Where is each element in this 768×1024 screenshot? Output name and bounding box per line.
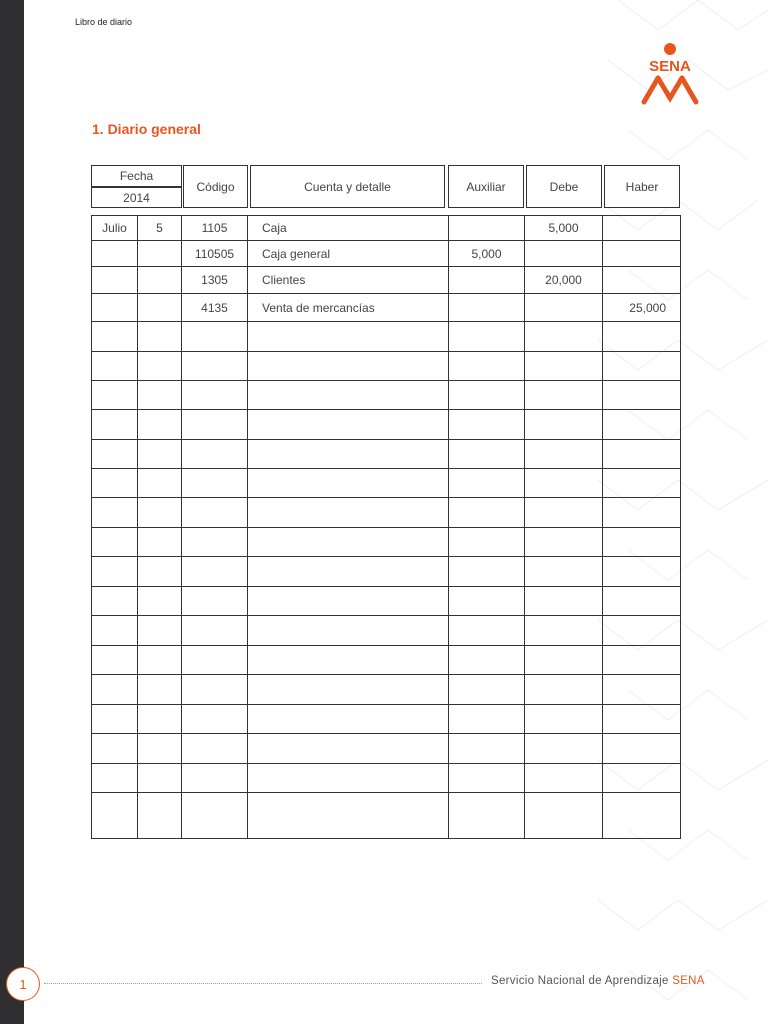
footer-divider [44, 983, 482, 984]
cell-mes [92, 675, 138, 705]
cell-haber [603, 440, 681, 469]
cell-mes: Julio [92, 216, 138, 241]
cell-haber [603, 764, 681, 793]
cell-mes [92, 557, 138, 587]
cell-cuenta [248, 322, 449, 352]
cell-debe: 5,000 [525, 216, 603, 241]
cell-dia [138, 734, 182, 764]
cell-mes [92, 294, 138, 322]
section-title: 1. Diario general [92, 121, 201, 137]
cell-debe [525, 764, 603, 793]
left-sidebar-bar [0, 0, 27, 1024]
cell-codigo [182, 322, 248, 352]
cell-mes [92, 646, 138, 675]
cell-dia [138, 557, 182, 587]
cell-auxiliar [449, 793, 525, 839]
table-row [92, 705, 681, 734]
header-haber [604, 165, 680, 208]
table-row [92, 793, 681, 839]
cell-codigo [182, 410, 248, 440]
cell-mes [92, 322, 138, 352]
cell-codigo [182, 440, 248, 469]
cell-codigo [182, 381, 248, 410]
cell-haber [603, 381, 681, 410]
header-haber-label: Haber [625, 179, 659, 194]
cell-auxiliar [449, 498, 525, 528]
cell-debe [525, 469, 603, 498]
cell-auxiliar [449, 557, 525, 587]
cell-auxiliar [449, 381, 525, 410]
cell-mes [92, 241, 138, 267]
cell-debe [525, 528, 603, 557]
cell-mes [92, 352, 138, 381]
cell-haber [603, 322, 681, 352]
table-row [92, 616, 681, 646]
cell-debe [525, 616, 603, 646]
cell-codigo [182, 675, 248, 705]
table-row [92, 528, 681, 557]
cell-codigo: 1105 [182, 216, 248, 241]
table-row [92, 557, 681, 587]
cell-auxiliar [449, 440, 525, 469]
cell-haber [603, 675, 681, 705]
sena-logo [636, 40, 704, 108]
table-row [92, 440, 681, 469]
journal-table [91, 215, 681, 839]
header-year [91, 187, 182, 208]
cell-codigo: 110505 [182, 241, 248, 267]
header-auxiliar-label: Auxiliar [466, 179, 506, 194]
cell-debe [525, 675, 603, 705]
table-row [92, 352, 681, 381]
cell-haber [603, 646, 681, 675]
cell-dia [138, 322, 182, 352]
footer-org-brand: SENA [672, 975, 705, 987]
svg-text:SENA: SENA [649, 58, 691, 75]
cell-auxiliar [449, 267, 525, 294]
cell-cuenta [248, 793, 449, 839]
table-row [92, 764, 681, 793]
cell-codigo [182, 616, 248, 646]
cell-mes [92, 381, 138, 410]
cell-mes [92, 498, 138, 528]
cell-cuenta: Caja [248, 216, 449, 241]
cell-cuenta [248, 528, 449, 557]
cell-codigo: 4135 [182, 294, 248, 322]
cell-auxiliar [449, 646, 525, 675]
cell-codigo [182, 587, 248, 616]
cell-cuenta [248, 440, 449, 469]
cell-debe [525, 241, 603, 267]
cell-haber [603, 469, 681, 498]
table-row [92, 294, 681, 322]
cell-codigo [182, 764, 248, 793]
cell-debe [525, 557, 603, 587]
cell-auxiliar [449, 294, 525, 322]
cell-haber [603, 410, 681, 440]
cell-cuenta [248, 646, 449, 675]
table-row [92, 587, 681, 616]
cell-debe [525, 410, 603, 440]
footer-org [491, 975, 705, 987]
cell-cuenta [248, 764, 449, 793]
cell-dia [138, 528, 182, 557]
header-codigo [183, 165, 248, 208]
cell-haber [603, 352, 681, 381]
cell-dia [138, 440, 182, 469]
page-number [6, 967, 40, 1001]
cell-debe [525, 352, 603, 381]
table-row [92, 734, 681, 764]
cell-haber [603, 705, 681, 734]
cell-mes [92, 764, 138, 793]
cell-haber [603, 216, 681, 241]
cell-auxiliar [449, 528, 525, 557]
cell-auxiliar [449, 352, 525, 381]
cell-debe [525, 498, 603, 528]
table-row [92, 267, 681, 294]
header-debe-label: Debe [549, 179, 579, 194]
cell-dia [138, 381, 182, 410]
cell-codigo [182, 528, 248, 557]
cell-codigo [182, 498, 248, 528]
cell-dia [138, 352, 182, 381]
cell-dia [138, 267, 182, 294]
cell-haber [603, 793, 681, 839]
cell-cuenta [248, 410, 449, 440]
cell-mes [92, 587, 138, 616]
table-row [92, 469, 681, 498]
footer-org-name: Servicio Nacional de Aprendizaje [491, 975, 669, 987]
cell-haber [603, 616, 681, 646]
cell-cuenta: Caja general [248, 241, 449, 267]
cell-mes [92, 734, 138, 764]
cell-cuenta: Venta de mercancías [248, 294, 449, 322]
cell-mes [92, 469, 138, 498]
cell-codigo [182, 557, 248, 587]
cell-codigo [182, 352, 248, 381]
table-row [92, 646, 681, 675]
cell-debe [525, 587, 603, 616]
table-row [92, 410, 681, 440]
cell-cuenta [248, 469, 449, 498]
cell-auxiliar [449, 675, 525, 705]
cell-haber: 25,000 [603, 294, 681, 322]
cell-cuenta [248, 705, 449, 734]
cell-dia [138, 469, 182, 498]
cell-cuenta [248, 587, 449, 616]
cell-dia [138, 705, 182, 734]
cell-cuenta: Clientes [248, 267, 449, 294]
table-row [92, 322, 681, 352]
document-label: Libro de diario [75, 17, 133, 27]
cell-haber [603, 734, 681, 764]
cell-codigo [182, 646, 248, 675]
cell-dia [138, 587, 182, 616]
cell-debe [525, 322, 603, 352]
cell-dia [138, 294, 182, 322]
table-row [92, 675, 681, 705]
cell-debe [525, 734, 603, 764]
cell-mes [92, 267, 138, 294]
cell-auxiliar [449, 587, 525, 616]
cell-cuenta [248, 557, 449, 587]
cell-dia [138, 764, 182, 793]
cell-mes [92, 528, 138, 557]
header-debe [526, 165, 602, 208]
cell-haber [603, 587, 681, 616]
cell-codigo [182, 734, 248, 764]
cell-cuenta [248, 498, 449, 528]
cell-auxiliar [449, 469, 525, 498]
cell-debe [525, 705, 603, 734]
cell-auxiliar [449, 764, 525, 793]
cell-debe [525, 381, 603, 410]
cell-cuenta [248, 381, 449, 410]
cell-dia [138, 675, 182, 705]
header-cuenta [250, 165, 445, 208]
cell-dia [138, 616, 182, 646]
table-row [92, 498, 681, 528]
cell-debe: 20,000 [525, 267, 603, 294]
table-row [92, 381, 681, 410]
header-fecha-label: Fecha [119, 169, 154, 183]
cell-haber [603, 528, 681, 557]
cell-dia [138, 646, 182, 675]
cell-auxiliar [449, 616, 525, 646]
cell-cuenta [248, 734, 449, 764]
cell-cuenta [248, 616, 449, 646]
cell-codigo [182, 469, 248, 498]
header-cuenta-label: Cuenta y detalle [304, 179, 391, 194]
table-row [92, 216, 681, 241]
cell-auxiliar [449, 734, 525, 764]
cell-haber [603, 498, 681, 528]
header-year-label: 2014 [123, 190, 150, 205]
cell-debe [525, 294, 603, 322]
cell-haber [603, 241, 681, 267]
cell-codigo [182, 793, 248, 839]
cell-mes [92, 793, 138, 839]
cell-auxiliar [449, 322, 525, 352]
cell-debe [525, 793, 603, 839]
cell-auxiliar [449, 410, 525, 440]
cell-dia: 5 [138, 216, 182, 241]
cell-cuenta [248, 675, 449, 705]
cell-haber [603, 557, 681, 587]
cell-debe [525, 440, 603, 469]
cell-dia [138, 793, 182, 839]
cell-debe [525, 646, 603, 675]
header-codigo-label: Código [196, 179, 235, 194]
cell-cuenta [248, 352, 449, 381]
header-auxiliar [448, 165, 524, 208]
cell-auxiliar [449, 216, 525, 241]
table-row [92, 241, 681, 267]
cell-codigo: 1305 [182, 267, 248, 294]
page-number-text: 1 [19, 976, 27, 992]
cell-auxiliar: 5,000 [449, 241, 525, 267]
cell-dia [138, 410, 182, 440]
cell-dia [138, 498, 182, 528]
cell-haber [603, 267, 681, 294]
cell-mes [92, 440, 138, 469]
cell-auxiliar [449, 705, 525, 734]
cell-codigo [182, 705, 248, 734]
cell-mes [92, 410, 138, 440]
cell-dia [138, 241, 182, 267]
cell-mes [92, 705, 138, 734]
header-fecha [91, 165, 182, 187]
cell-mes [92, 616, 138, 646]
